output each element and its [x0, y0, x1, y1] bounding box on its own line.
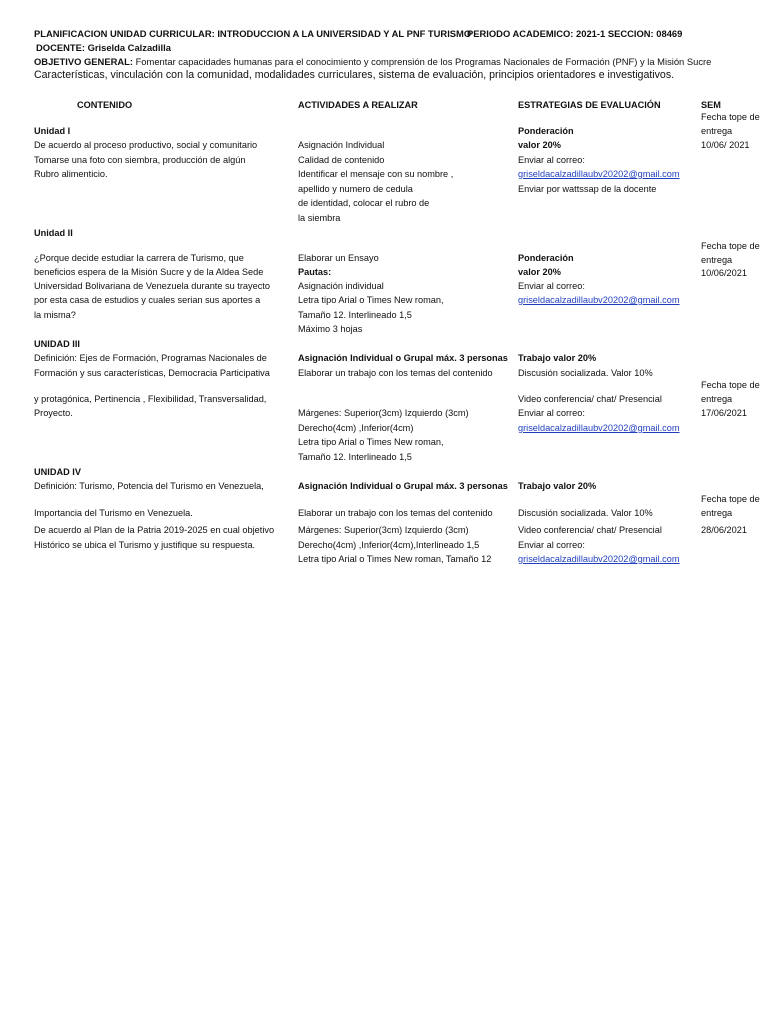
unit-3-content-line: y protagónica, Pertinencia , Flexibilidad, Transversalidad, — [34, 394, 267, 404]
unit-4-evaluation-line: Enviar al correo: — [518, 540, 585, 550]
unit-3-deadline-label: entrega — [701, 394, 733, 404]
unit-1-activity-line: apellido y numero de cedula — [298, 184, 413, 194]
unit-1-title: Unidad I — [34, 126, 71, 136]
unit-2-content-line: beneficios espera de la Misión Sucre y de la Aldea Sede — [34, 267, 264, 277]
unit-1-activity-line: Asignación Individual — [298, 140, 385, 150]
unit-4-activity-line: Elaborar un trabajo con los temas del contenido — [298, 508, 493, 518]
unit-4-evaluation-line: Video conferencia/ chat/ Presencial — [518, 525, 662, 535]
unit-1-content-line: Rubro alimenticio. — [34, 169, 108, 179]
unit-1-activity-line: la siembra — [298, 213, 341, 223]
unit-4-evaluation-work-value: Trabajo valor 20% — [518, 481, 597, 491]
unit-4-deadline-label: entrega — [701, 508, 733, 518]
unit-3-title: UNIDAD III — [34, 339, 80, 349]
unit-2-activity-line: Máximo 3 hojas — [298, 324, 363, 334]
unit-2-title: Unidad II — [34, 228, 73, 238]
unit-4-activity-line: Letra tipo Arial o Times New roman, Tamaño 12 — [298, 554, 492, 564]
unit-2-deadline-label: entrega — [701, 255, 733, 265]
unit-4-content-line: Histórico se ubica el Turismo y justifique su respuesta. — [34, 540, 256, 550]
unit-4-email-link[interactable]: griseldacalzadillaubv20202@gmail.com — [518, 554, 680, 564]
objective-text: Fomentar capacidades humanas para el conocimiento y comprensión de los Programas Nacionales de Formación (PNF) y la Misión Sucre — [135, 56, 712, 67]
unit-2-activity-line: Letra tipo Arial o Times New roman, — [298, 295, 444, 305]
unit-1-activity-line: Calidad de contenido — [298, 155, 385, 165]
unit-3-evaluation-discussion: Discusión socializada. Valor 10% — [518, 368, 653, 378]
unit-4-activity-assignment: Asignación Individual o Grupal máx. 3 personas — [298, 481, 508, 491]
unit-3-evaluation-line: Video conferencia/ chat/ Presencial — [518, 394, 662, 404]
unit-2-evaluation-weight-value: valor 20% — [518, 267, 561, 277]
unit-2-content-line: ¿Porque decide estudiar la carrera de Turismo, que — [34, 253, 244, 263]
teacher-name: DOCENTE: Griselda Calzadilla — [36, 42, 171, 53]
unit-2-evaluation-line: Enviar al correo: — [518, 281, 585, 291]
objective-label: OBJETIVO GENERAL: — [34, 56, 133, 67]
unit-3-activity-assignment: Asignación Individual o Grupal máx. 3 personas — [298, 353, 508, 363]
document-title: PLANIFICACION UNIDAD CURRICULAR: INTRODUCCION A LA UNIVERSIDAD Y AL PNF TURISMO — [34, 28, 472, 39]
unit-4-content-line: De acuerdo al Plan de la Patria 2019-2025 en cual objetivo — [34, 525, 275, 535]
unit-2-activity-line: Elaborar un Ensayo — [298, 253, 379, 263]
unit-2-activity-guidelines: Pautas: — [298, 267, 332, 277]
unit-1-activity-line: de identidad, colocar el rubro de — [298, 198, 430, 208]
unit-4-activity-line: Derecho(4cm) ,Inferior(4cm),Interlineado 1,5 — [298, 540, 480, 550]
unit-1-evaluation-weight-value: valor 20% — [518, 140, 561, 150]
unit-2-deadline-label: Fecha tope de — [701, 241, 760, 251]
unit-4-evaluation-discussion: Discusión socializada. Valor 10% — [518, 508, 653, 518]
unit-3-deadline-label: Fecha tope de — [701, 380, 760, 390]
objective-text-continued: Características, vinculación con la comunidad, modalidades curriculares, sistema de evaluación, principios orientadores e investigativos. — [34, 69, 675, 81]
unit-2-content-line: por esta casa de estudios y cuales serian sus aportes a — [34, 295, 261, 305]
unit-3-activity-line: Márgenes: Superior(3cm) Izquierdo (3cm) — [298, 408, 469, 418]
unit-3-email-link[interactable]: griseldacalzadillaubv20202@gmail.com — [518, 423, 680, 433]
unit-1-deadline-label: entrega — [701, 126, 733, 136]
unit-3-activity-line: Derecho(4cm) ,Inferior(4cm) — [298, 423, 414, 433]
unit-4-deadline-label: Fecha tope de — [701, 494, 760, 504]
unit-1-content-line: De acuerdo al proceso productivo, social y comunitario — [34, 140, 258, 150]
unit-3-content-line: Proyecto. — [34, 408, 73, 418]
unit-2-email-link[interactable]: griseldacalzadillaubv20202@gmail.com — [518, 295, 680, 305]
objective-line — [34, 56, 711, 67]
unit-1-evaluation-line: Enviar al correo: — [518, 155, 585, 165]
column-header-week: SEM — [701, 100, 721, 110]
unit-1-evaluation-weight-label: Ponderación — [518, 126, 574, 136]
unit-2-content-line: la misma? — [34, 310, 76, 320]
unit-3-evaluation-line: Enviar al correo: — [518, 408, 585, 418]
unit-1-activity-line: Identificar el mensaje con su nombre , — [298, 169, 454, 179]
column-header-evaluation: ESTRATEGIAS DE EVALUACIÓN — [518, 100, 661, 110]
unit-1-email-link[interactable]: griseldacalzadillaubv20202@gmail.com — [518, 169, 680, 179]
unit-3-activity-line: Tamaño 12. Interlineado 1,5 — [298, 452, 412, 462]
unit-4-title: UNIDAD IV — [34, 467, 81, 477]
unit-4-content-line: Importancia del Turismo en Venezuela. — [34, 508, 193, 518]
unit-4-content-line: Definición: Turismo, Potencia del Turismo en Venezuela, — [34, 481, 264, 491]
unit-1-deadline-date: 10/06/ 2021 — [701, 140, 750, 150]
academic-period: PERIODO ACADEMICO: 2021-1 SECCION: 08469 — [467, 28, 683, 39]
unit-1-deadline-label: Fecha tope de — [701, 112, 760, 122]
unit-2-deadline-date: 10/06/2021 — [701, 268, 747, 278]
unit-3-activity-line: Letra tipo Arial o Times New roman, — [298, 437, 444, 447]
unit-4-deadline-date: 28/06/2021 — [701, 525, 747, 535]
unit-3-content-line: Formación y sus características, Democracia Participativa — [34, 368, 270, 378]
unit-3-deadline-date: 17/06/2021 — [701, 408, 747, 418]
column-header-activities: ACTIVIDADES A REALIZAR — [298, 100, 418, 110]
unit-2-activity-line: Tamaño 12. Interlineado 1,5 — [298, 310, 412, 320]
unit-2-activity-line: Asignación individual — [298, 281, 384, 291]
unit-1-evaluation-line: Enviar por wattssap de la docente — [518, 184, 657, 194]
unit-3-evaluation-work-value: Trabajo valor 20% — [518, 353, 597, 363]
unit-2-evaluation-weight-label: Ponderación — [518, 253, 574, 263]
unit-2-content-line: Universidad Bolivariana de Venezuela durante su trayecto — [34, 281, 270, 291]
column-header-content: CONTENIDO — [77, 100, 133, 110]
unit-3-content-line: Definición: Ejes de Formación, Programas Nacionales de — [34, 353, 267, 363]
unit-3-activity-line: Elaborar un trabajo con los temas del contenido — [298, 368, 493, 378]
unit-4-activity-line: Márgenes: Superior(3cm) Izquierdo (3cm) — [298, 525, 469, 535]
unit-1-content-line: Tomarse una foto con siembra, producción de algún — [34, 155, 246, 165]
